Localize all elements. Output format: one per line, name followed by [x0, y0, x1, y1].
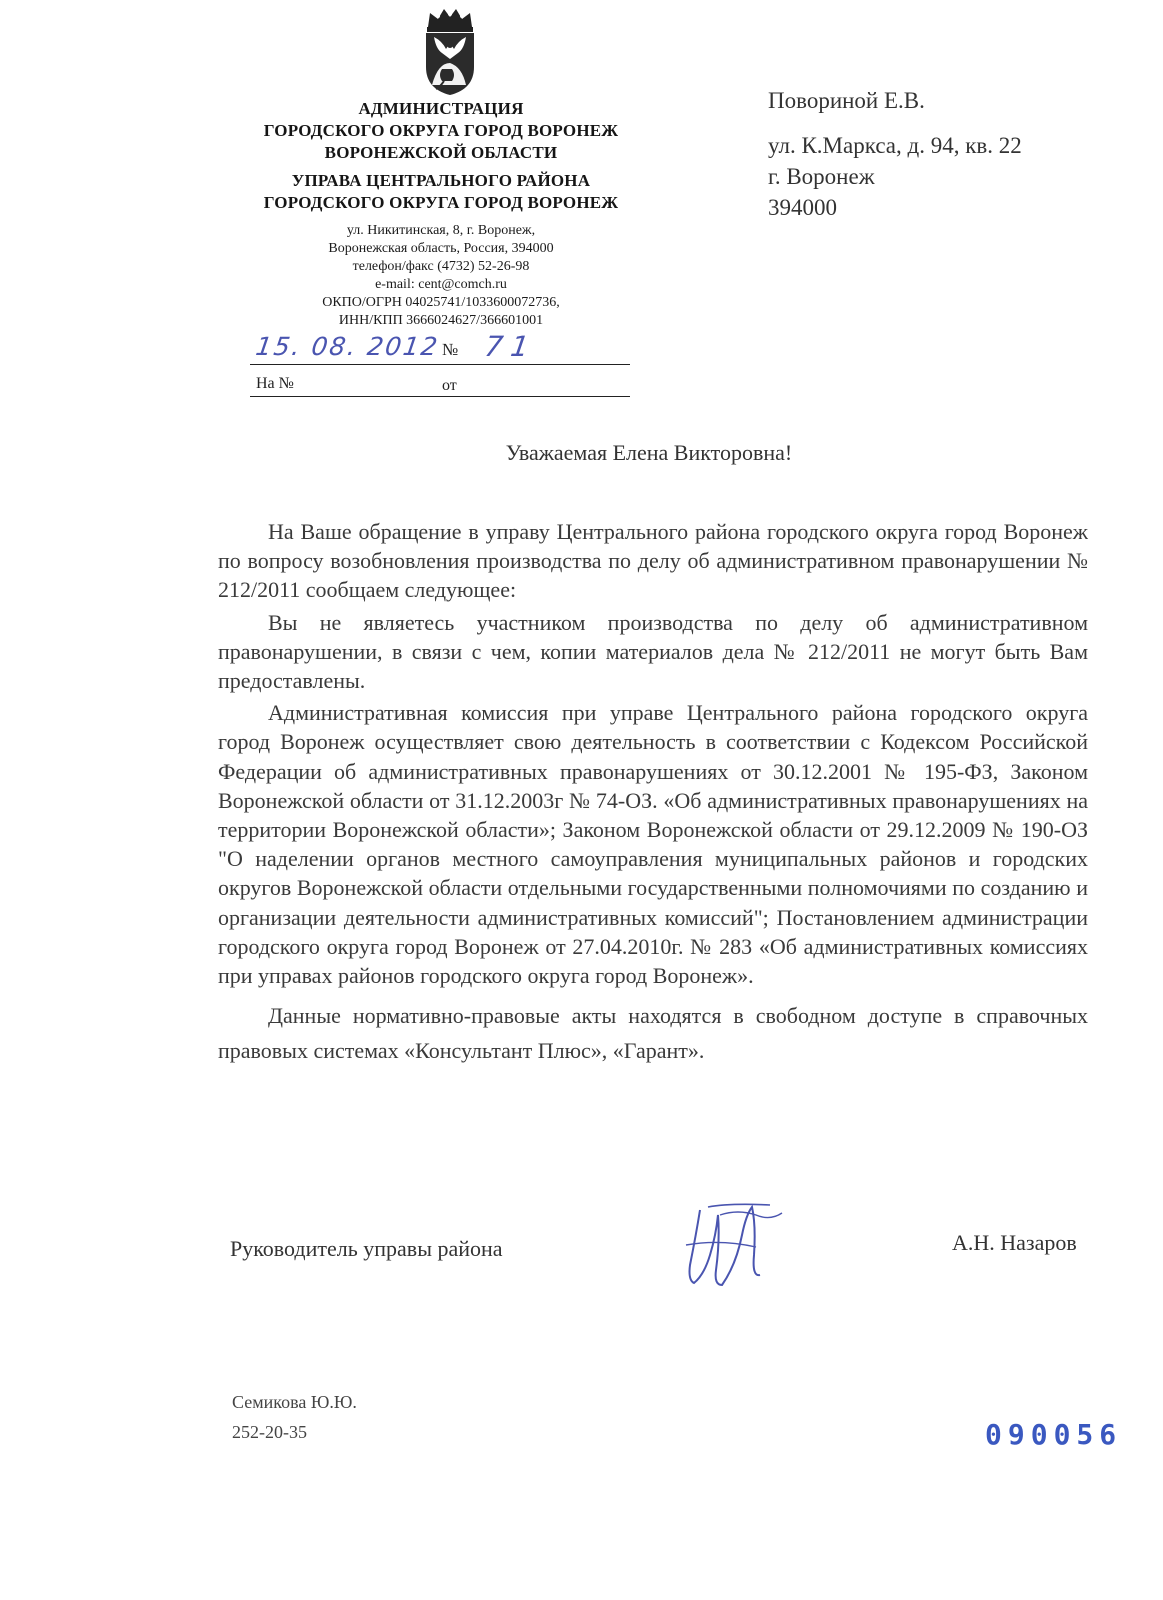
reference-number-label: На № [256, 375, 294, 392]
body-paragraph: Административная комиссия при управе Центрального района городского округа город Воронеж осуществляет свою деятельность в соответствии с Кодексом Российской Федерации об административных правонарушениях от 30.12.2001 № 195-ФЗ, Законом Воронежской области от 31.12.2003г № 74-ОЗ. «Об административных правонарушениях на территории Воронежской области»; Законом Воронежской области от 29.12.2009 № 190-ОЗ "О наделении органов местного самоуправления муниципальных районов и городских округов Воронежской области отдельными государственными полномочиями по созданию и организации деятельности административных комиссий"; Постановлением администрации городского округа город Воронеж от 27.04.2010г. № 283 «Об административных комиссиях при управах районов городского округа город Воронеж». [218, 700, 1088, 989]
registration-row [250, 330, 630, 365]
address-line: ул. Никитинская, 8, г. Воронеж, [346, 223, 536, 238]
recipient-name: Повориной Е.В. [768, 88, 925, 113]
reference-from-label: от [442, 377, 457, 394]
executor-phone: 252-20-35 [232, 1422, 307, 1442]
org-line: ВОРОНЕЖСКОЙ ОБЛАСТИ [324, 143, 558, 162]
address-line: Воронежская область, Россия, 394000 [328, 241, 554, 256]
signatory-name: А.Н. Назаров [952, 1230, 1077, 1255]
reference-row [250, 372, 630, 397]
recipient-city: г. Воронеж [768, 164, 875, 189]
coat-of-arms-icon [418, 5, 482, 97]
recipient-postcode: 394000 [768, 195, 837, 220]
sender-org-block [250, 98, 632, 330]
okpo-line: ОКПО/ОГРН 04025741/1033600072736, [322, 295, 560, 310]
body-paragraph: Данные нормативно-правовые акты находятся в свободном доступе в справочных правовых системах «Консультант Плюс», «Гарант». [218, 1003, 1088, 1064]
body-paragraph: На Ваше обращение в управу Центрального района городского округа город Воронеж по вопросу возобновления производства по делу об административном правонарушении № 212/2011 сообщаем следующее: [218, 519, 1088, 603]
greeting: Уважаемая Елена Викторовна! [505, 440, 793, 465]
letter-body [218, 517, 1088, 1071]
org-line: ГОРОДСКОГО ОКРУГА ГОРОД ВОРОНЕЖ [263, 121, 619, 140]
number-label: № [442, 340, 459, 359]
handwritten-signature [660, 1195, 790, 1295]
phone-line: телефон/факс (4732) 52-26-98 [352, 259, 530, 274]
serial-number: 090056 [985, 1418, 1123, 1451]
signatory-title: Руководитель управы района [230, 1236, 503, 1261]
recipient-street: ул. К.Маркса, д. 94, кв. 22 [768, 133, 1022, 158]
executor-name: Семикова Ю.Ю. [232, 1392, 357, 1412]
registration-number: 71 [482, 330, 539, 363]
registration-date: 15. 08. 2012 [253, 332, 442, 361]
body-paragraph: Вы не являетесь участником производства по делу об административном правонарушении, в связи с чем, копии материалов дела № 212/2011 не могут быть Вам предоставлены. [218, 609, 1088, 694]
org-line: АДМИНИСТРАЦИЯ [358, 99, 524, 118]
org-line: УПРАВА ЦЕНТРАЛЬНОГО РАЙОНА [291, 171, 591, 190]
org-line: ГОРОДСКОГО ОКРУГА ГОРОД ВОРОНЕЖ [263, 193, 619, 212]
email-line: e-mail: cent@comch.ru [375, 277, 507, 292]
inn-line: ИНН/КПП 3666024627/366601001 [338, 313, 544, 328]
